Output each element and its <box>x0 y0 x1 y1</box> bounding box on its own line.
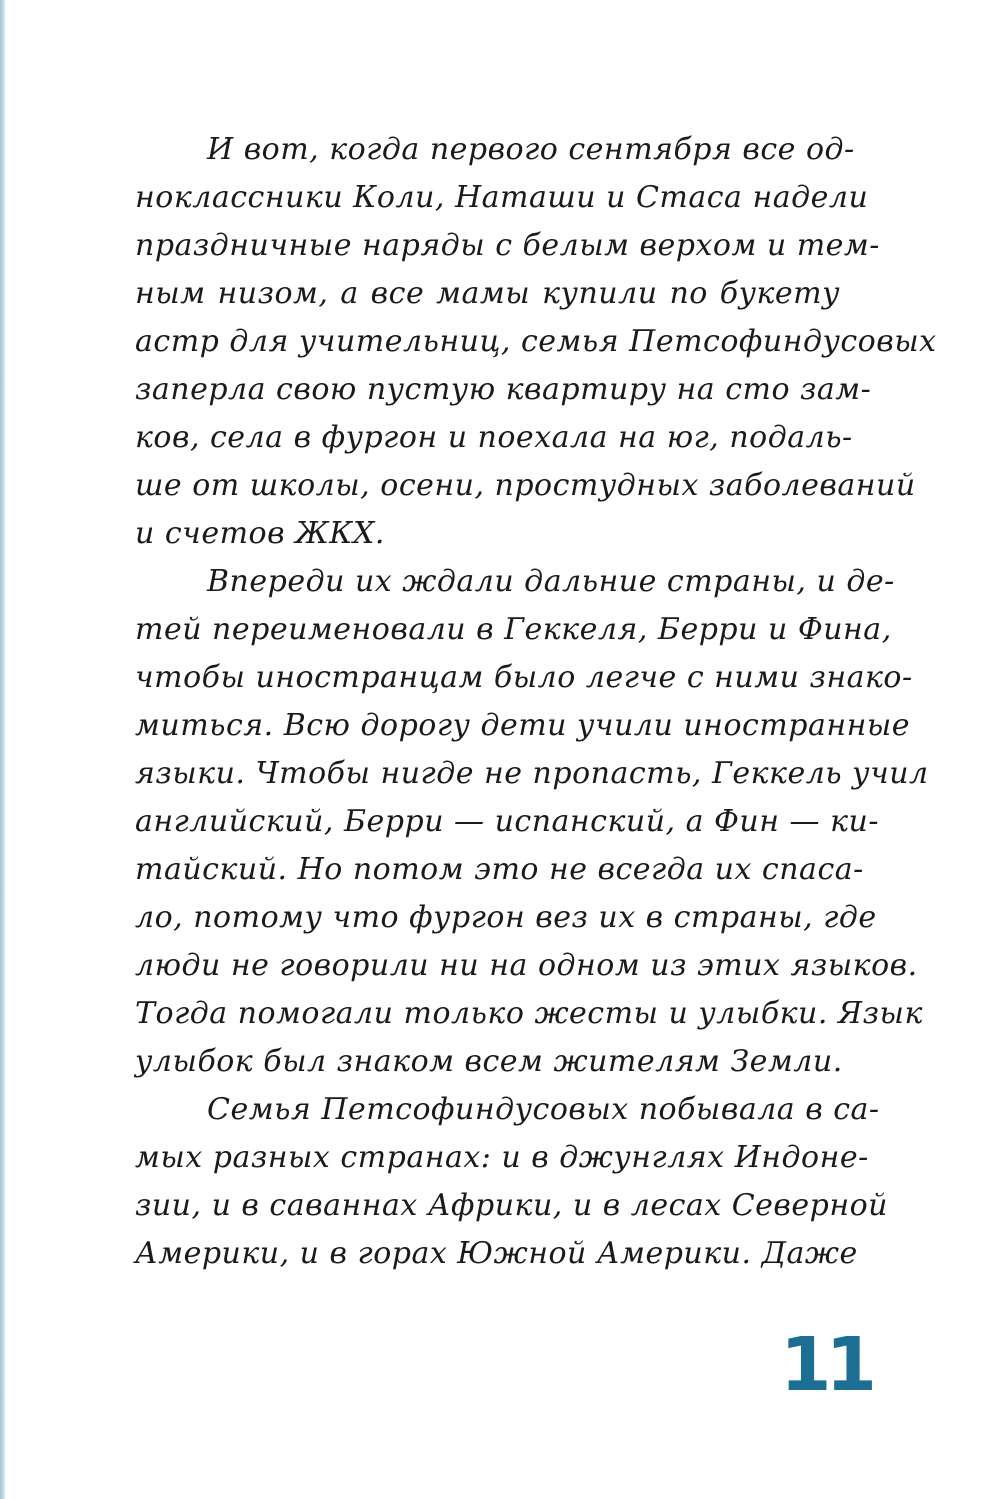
text-line: ноклассники Коли, Наташи и Стаса надели <box>135 180 869 215</box>
text-line: ков, села в фургон и поехала на юг, подаль- <box>135 420 853 455</box>
text-line: зии, и в саваннах Африки, и в лесах Северной <box>135 1188 888 1223</box>
text-line: тей переименовали в Геккеля, Берри и Фина, <box>135 612 892 647</box>
text-line: Впереди их ждали дальние страны, и де- <box>207 564 895 599</box>
text-line: миться. Всю дорогу дети учили иностранные <box>135 708 911 743</box>
text-line: ным низом, а все мамы купили по букету <box>135 276 840 311</box>
text-line: астр для учительниц, семья Петсофиндусовых <box>135 324 937 359</box>
text-line: чтобы иностранцам было легче с ними знако- <box>135 660 913 695</box>
text-line: Семья Петсофиндусовых побывала в са- <box>207 1092 880 1127</box>
page-number: 11 <box>780 1322 871 1408</box>
text-line: ло, потому что фургон вез их в страны, где <box>135 900 877 935</box>
text-line: праздничные наряды с белым верхом и тем- <box>135 228 880 263</box>
text-line: мых разных странах: и в джунглях Индоне- <box>135 1140 869 1175</box>
text-line: Америки, и в горах Южной Америки. Даже <box>135 1236 858 1271</box>
text-line: Тогда помогали только жесты и улыбки. Язык <box>135 996 923 1031</box>
text-line: улыбок был знаком всем жителям Земли. <box>135 1044 843 1079</box>
text-line: языки. Чтобы нигде не пропасть, Геккель учил <box>135 756 929 791</box>
text-line: английский, Берри — испанский, а Фин — ки- <box>135 804 879 839</box>
text-line: заперла свою пустую квартиру на сто зам- <box>135 372 872 407</box>
text-line: И вот, когда первого сентября все од- <box>207 132 855 167</box>
text-line: люди не говорили ни на одном из этих языков. <box>135 948 918 983</box>
text-line: тайский. Но потом это не всегда их спаса- <box>135 852 864 887</box>
page-edge-line <box>0 0 5 1499</box>
text-line: ше от школы, осени, простудных заболеваний <box>135 468 916 503</box>
text-line: и счетов ЖКХ. <box>135 516 385 551</box>
